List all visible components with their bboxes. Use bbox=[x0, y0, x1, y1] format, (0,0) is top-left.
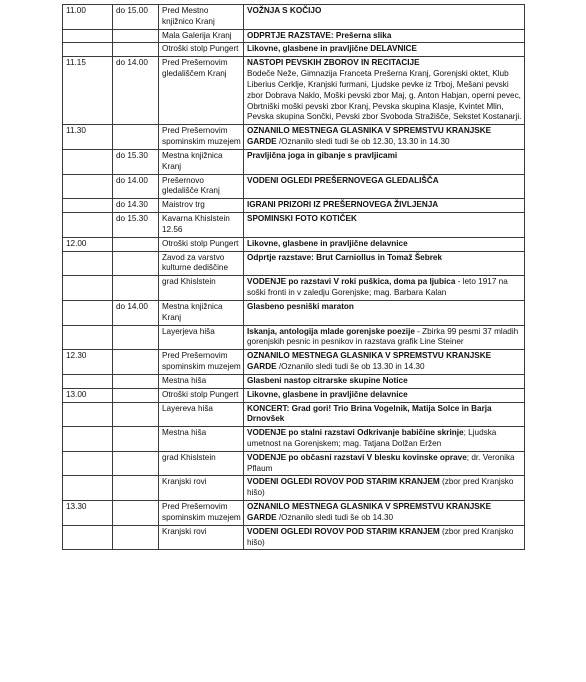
table-row bbox=[63, 276, 525, 301]
place-cell: Pred Prešernovim spominskim muzejem bbox=[159, 350, 244, 375]
table-row bbox=[63, 476, 525, 501]
event-title: VODENJE po stalni razstavi Odkrivanje babičine skrinje bbox=[247, 428, 464, 438]
event-title: VODENJE po občasni razstavi V blesku kovinske oprave bbox=[247, 452, 467, 462]
event-cell bbox=[244, 57, 525, 125]
until-cell bbox=[113, 237, 159, 251]
event-title: Glasbeni nastop citrarske skupine Notice bbox=[247, 375, 408, 385]
time-cell bbox=[63, 451, 113, 476]
until-cell bbox=[113, 374, 159, 388]
until-cell: do 15.00 bbox=[113, 5, 159, 30]
place-cell: Kranjski rovi bbox=[159, 476, 244, 501]
table-row bbox=[63, 125, 525, 150]
table-row bbox=[63, 501, 525, 526]
table-row bbox=[63, 174, 525, 199]
time-cell bbox=[63, 199, 113, 213]
until-cell: do 15.30 bbox=[113, 213, 159, 238]
time-cell bbox=[63, 251, 113, 276]
place-cell: Pred Prešernovim spominskim muzejem bbox=[159, 125, 244, 150]
event-cell bbox=[244, 451, 525, 476]
place-cell: Mestna hiša bbox=[159, 374, 244, 388]
time-cell bbox=[63, 402, 113, 427]
place-cell: Pred Prešernovim spominskim muzejem bbox=[159, 501, 244, 526]
event-title: VOŽNJA S KOČIJO bbox=[247, 6, 322, 15]
event-title: Likovne, glasbene in pravljične delavnice bbox=[247, 389, 408, 399]
place-cell: Mestna knjižnica Kranj bbox=[159, 300, 244, 325]
event-title: KONCERT: Grad gori! Trio Brina Vogelnik, Matija Solce in Barja Drnovšek bbox=[247, 403, 492, 424]
place-cell: Layereva hiša bbox=[159, 402, 244, 427]
event-title: VODENI OGLEDI ROVOV POD STARIM KRANJEM bbox=[247, 526, 440, 536]
until-cell bbox=[113, 476, 159, 501]
until-cell bbox=[113, 125, 159, 150]
schedule-table bbox=[62, 4, 525, 550]
event-cell bbox=[244, 350, 525, 375]
event-cell bbox=[244, 237, 525, 251]
time-cell: 13.30 bbox=[63, 501, 113, 526]
time-cell bbox=[63, 525, 113, 550]
event-desc: ; dr. Veronika Pflaum bbox=[247, 452, 515, 473]
event-cell bbox=[244, 300, 525, 325]
until-cell bbox=[113, 251, 159, 276]
place-cell: Pred Prešernovim gledališčem Kranj bbox=[159, 57, 244, 125]
table-row bbox=[63, 451, 525, 476]
event-cell bbox=[244, 374, 525, 388]
event-cell bbox=[244, 213, 525, 238]
event-cell bbox=[244, 125, 525, 150]
place-cell: Mestna knjižnica Kranj bbox=[159, 149, 244, 174]
time-cell bbox=[63, 174, 113, 199]
event-title: ODPRTJE RAZSTAVE: Prešerna slika bbox=[247, 30, 392, 40]
time-cell bbox=[63, 149, 113, 174]
time-cell bbox=[63, 374, 113, 388]
event-cell bbox=[244, 251, 525, 276]
until-cell bbox=[113, 325, 159, 350]
place-cell: Prešernovo gledališče Kranj bbox=[159, 174, 244, 199]
event-title: Pravljična joga in gibanje s pravljicami bbox=[247, 150, 398, 160]
event-desc: /Oznanilo sledi tudi še ob 12.30, 13.30 in 14.30 bbox=[276, 137, 450, 147]
table-row bbox=[63, 374, 525, 388]
event-desc: Bodeče Neže, Gimnazija Franceta Prešerna Kranj, Gorenjski oktet, Klub Liberius Cerklje, Kranjski furmani, Ljudske pevke iz Trboj, Mešani pevski zbor Dobrava Naklo, Moški pevski zbor Maj, g. Anton Habjan, operni pevec, Obrtniški moški pevski zbor Kranj, Pevska skupina Klasje, Kvintet Mlin, Pevska skupina Sončki, Pevski zbor Svoboda Stražišče, Sekstet Kostanarji. bbox=[247, 69, 522, 122]
table-row bbox=[63, 251, 525, 276]
event-cell bbox=[244, 402, 525, 427]
place-cell: Mestna hiša bbox=[159, 427, 244, 452]
table-row bbox=[63, 402, 525, 427]
event-title: VODENI OGLEDI PREŠERNOVEGA GLEDALIŠČA bbox=[247, 175, 439, 185]
event-desc: - leto 1917 na soški fronti in v zaledju Gorenjske; mag. Barbara Kalan bbox=[247, 277, 508, 298]
table-row bbox=[63, 29, 525, 43]
table-row bbox=[63, 149, 525, 174]
event-cell bbox=[244, 276, 525, 301]
event-cell bbox=[244, 525, 525, 550]
until-cell bbox=[113, 501, 159, 526]
until-cell: do 14.30 bbox=[113, 199, 159, 213]
event-desc: /Oznanilo sledi tudi še ob 13.30 in 14.30 bbox=[276, 362, 425, 372]
event-cell bbox=[244, 476, 525, 501]
event-title: VODENI OGLEDI ROVOV POD STARIM KRANJEM bbox=[247, 477, 440, 487]
event-cell bbox=[244, 388, 525, 402]
table-row bbox=[63, 237, 525, 251]
place-cell: Maistrov trg bbox=[159, 199, 244, 213]
place-cell: Otroški stolp Pungert bbox=[159, 43, 244, 57]
place-cell: Pred Mestno knjižnico Kranj bbox=[159, 5, 244, 30]
event-title: Likovne, glasbene in pravljične DELAVNICE bbox=[247, 44, 418, 54]
place-cell: Layerjeva hiša bbox=[159, 325, 244, 350]
event-desc: (zbor pred Kranjsko hišo) bbox=[247, 526, 514, 547]
event-cell bbox=[244, 174, 525, 199]
place-cell: Kranjski rovi bbox=[159, 525, 244, 550]
time-cell: 11.15 bbox=[63, 57, 113, 125]
time-cell: 11.00 bbox=[63, 5, 113, 30]
event-title: Glasbeno pesniški maraton bbox=[247, 301, 354, 311]
place-cell: Kavarna Khislstein 12.56 bbox=[159, 213, 244, 238]
event-title: VODENJE po razstavi V roki puškica, doma pa ljubica bbox=[247, 277, 456, 287]
time-cell bbox=[63, 43, 113, 57]
event-cell bbox=[244, 149, 525, 174]
time-cell bbox=[63, 325, 113, 350]
event-title: OZNANILO MESTNEGA GLASNIKA V SPREMSTVU KRANJSKE GARDE bbox=[247, 126, 492, 147]
time-cell bbox=[63, 427, 113, 452]
until-cell bbox=[113, 427, 159, 452]
until-cell: do 14.00 bbox=[113, 300, 159, 325]
event-cell bbox=[244, 29, 525, 43]
table-row bbox=[63, 199, 525, 213]
table-row bbox=[63, 43, 525, 57]
time-cell bbox=[63, 276, 113, 301]
time-cell: 11.30 bbox=[63, 125, 113, 150]
place-cell: Otroški stolp Pungert bbox=[159, 388, 244, 402]
event-title: SPOMINSKI FOTO KOTIČEK bbox=[247, 214, 357, 224]
time-cell: 13.00 bbox=[63, 388, 113, 402]
table-row bbox=[63, 300, 525, 325]
place-cell: Mala Galerija Kranj bbox=[159, 29, 244, 43]
time-cell bbox=[63, 29, 113, 43]
until-cell bbox=[113, 350, 159, 375]
until-cell bbox=[113, 276, 159, 301]
place-cell: Otroški stolp Pungert bbox=[159, 237, 244, 251]
place-cell: Zavod za varstvo kulturne dediščine bbox=[159, 251, 244, 276]
event-desc: - Zbirka 99 pesmi 37 mladih gorenjskih pesnic in pesnikov in razstava grafik Line Steiner bbox=[247, 326, 519, 347]
event-title: Likovne, glasbene in pravljične delavnice bbox=[247, 238, 408, 248]
until-cell: do 15.30 bbox=[113, 149, 159, 174]
time-cell bbox=[63, 300, 113, 325]
event-title: OZNANILO MESTNEGA GLASNIKA V SPREMSTVU KRANJSKE GARDE bbox=[247, 502, 492, 522]
event-title: OZNANILO MESTNEGA GLASNIKA V SPREMSTVU KRANJSKE GARDE bbox=[247, 351, 492, 372]
time-cell bbox=[63, 213, 113, 238]
time-cell: 12.00 bbox=[63, 237, 113, 251]
event-title: Odprtje razstave: Brut Carniollus in Tomaž Šebrek bbox=[247, 252, 443, 262]
until-cell bbox=[113, 402, 159, 427]
event-desc: ; Ljudska umetnost na Gorenjskem; mag. Tatjana Dolžan Eržen bbox=[247, 428, 497, 448]
until-cell bbox=[113, 451, 159, 476]
place-cell: grad Khislstein bbox=[159, 451, 244, 476]
table-row bbox=[63, 525, 525, 550]
event-title: IGRANI PRIZORI IZ PREŠERNOVEGA ŽIVLJENJA bbox=[247, 200, 439, 210]
event-cell bbox=[244, 5, 525, 30]
until-cell bbox=[113, 29, 159, 43]
time-cell bbox=[63, 476, 113, 501]
event-desc: (zbor pred Kranjsko hišo) bbox=[247, 477, 514, 498]
event-cell bbox=[244, 501, 525, 526]
table-row bbox=[63, 350, 525, 375]
event-cell bbox=[244, 43, 525, 57]
until-cell: do 14.00 bbox=[113, 174, 159, 199]
table-row bbox=[63, 427, 525, 452]
time-cell: 12.30 bbox=[63, 350, 113, 375]
table-row bbox=[63, 57, 525, 125]
event-title: NASTOPI PEVSKIH ZBOROV IN RECITACIJE bbox=[247, 58, 420, 68]
event-cell bbox=[244, 325, 525, 350]
place-cell: grad Khislstein bbox=[159, 276, 244, 301]
table-row bbox=[63, 325, 525, 350]
event-cell bbox=[244, 427, 525, 452]
table-row bbox=[63, 388, 525, 402]
until-cell bbox=[113, 388, 159, 402]
until-cell: do 14.00 bbox=[113, 57, 159, 125]
until-cell bbox=[113, 43, 159, 57]
event-title: Iskanja, antologija mlade gorenjske poezije bbox=[247, 326, 415, 336]
table-row bbox=[63, 213, 525, 238]
event-cell bbox=[244, 199, 525, 213]
table-row bbox=[63, 5, 525, 30]
event-desc: /Oznanilo sledi tudi še ob 14.30 bbox=[276, 512, 394, 522]
until-cell bbox=[113, 525, 159, 550]
